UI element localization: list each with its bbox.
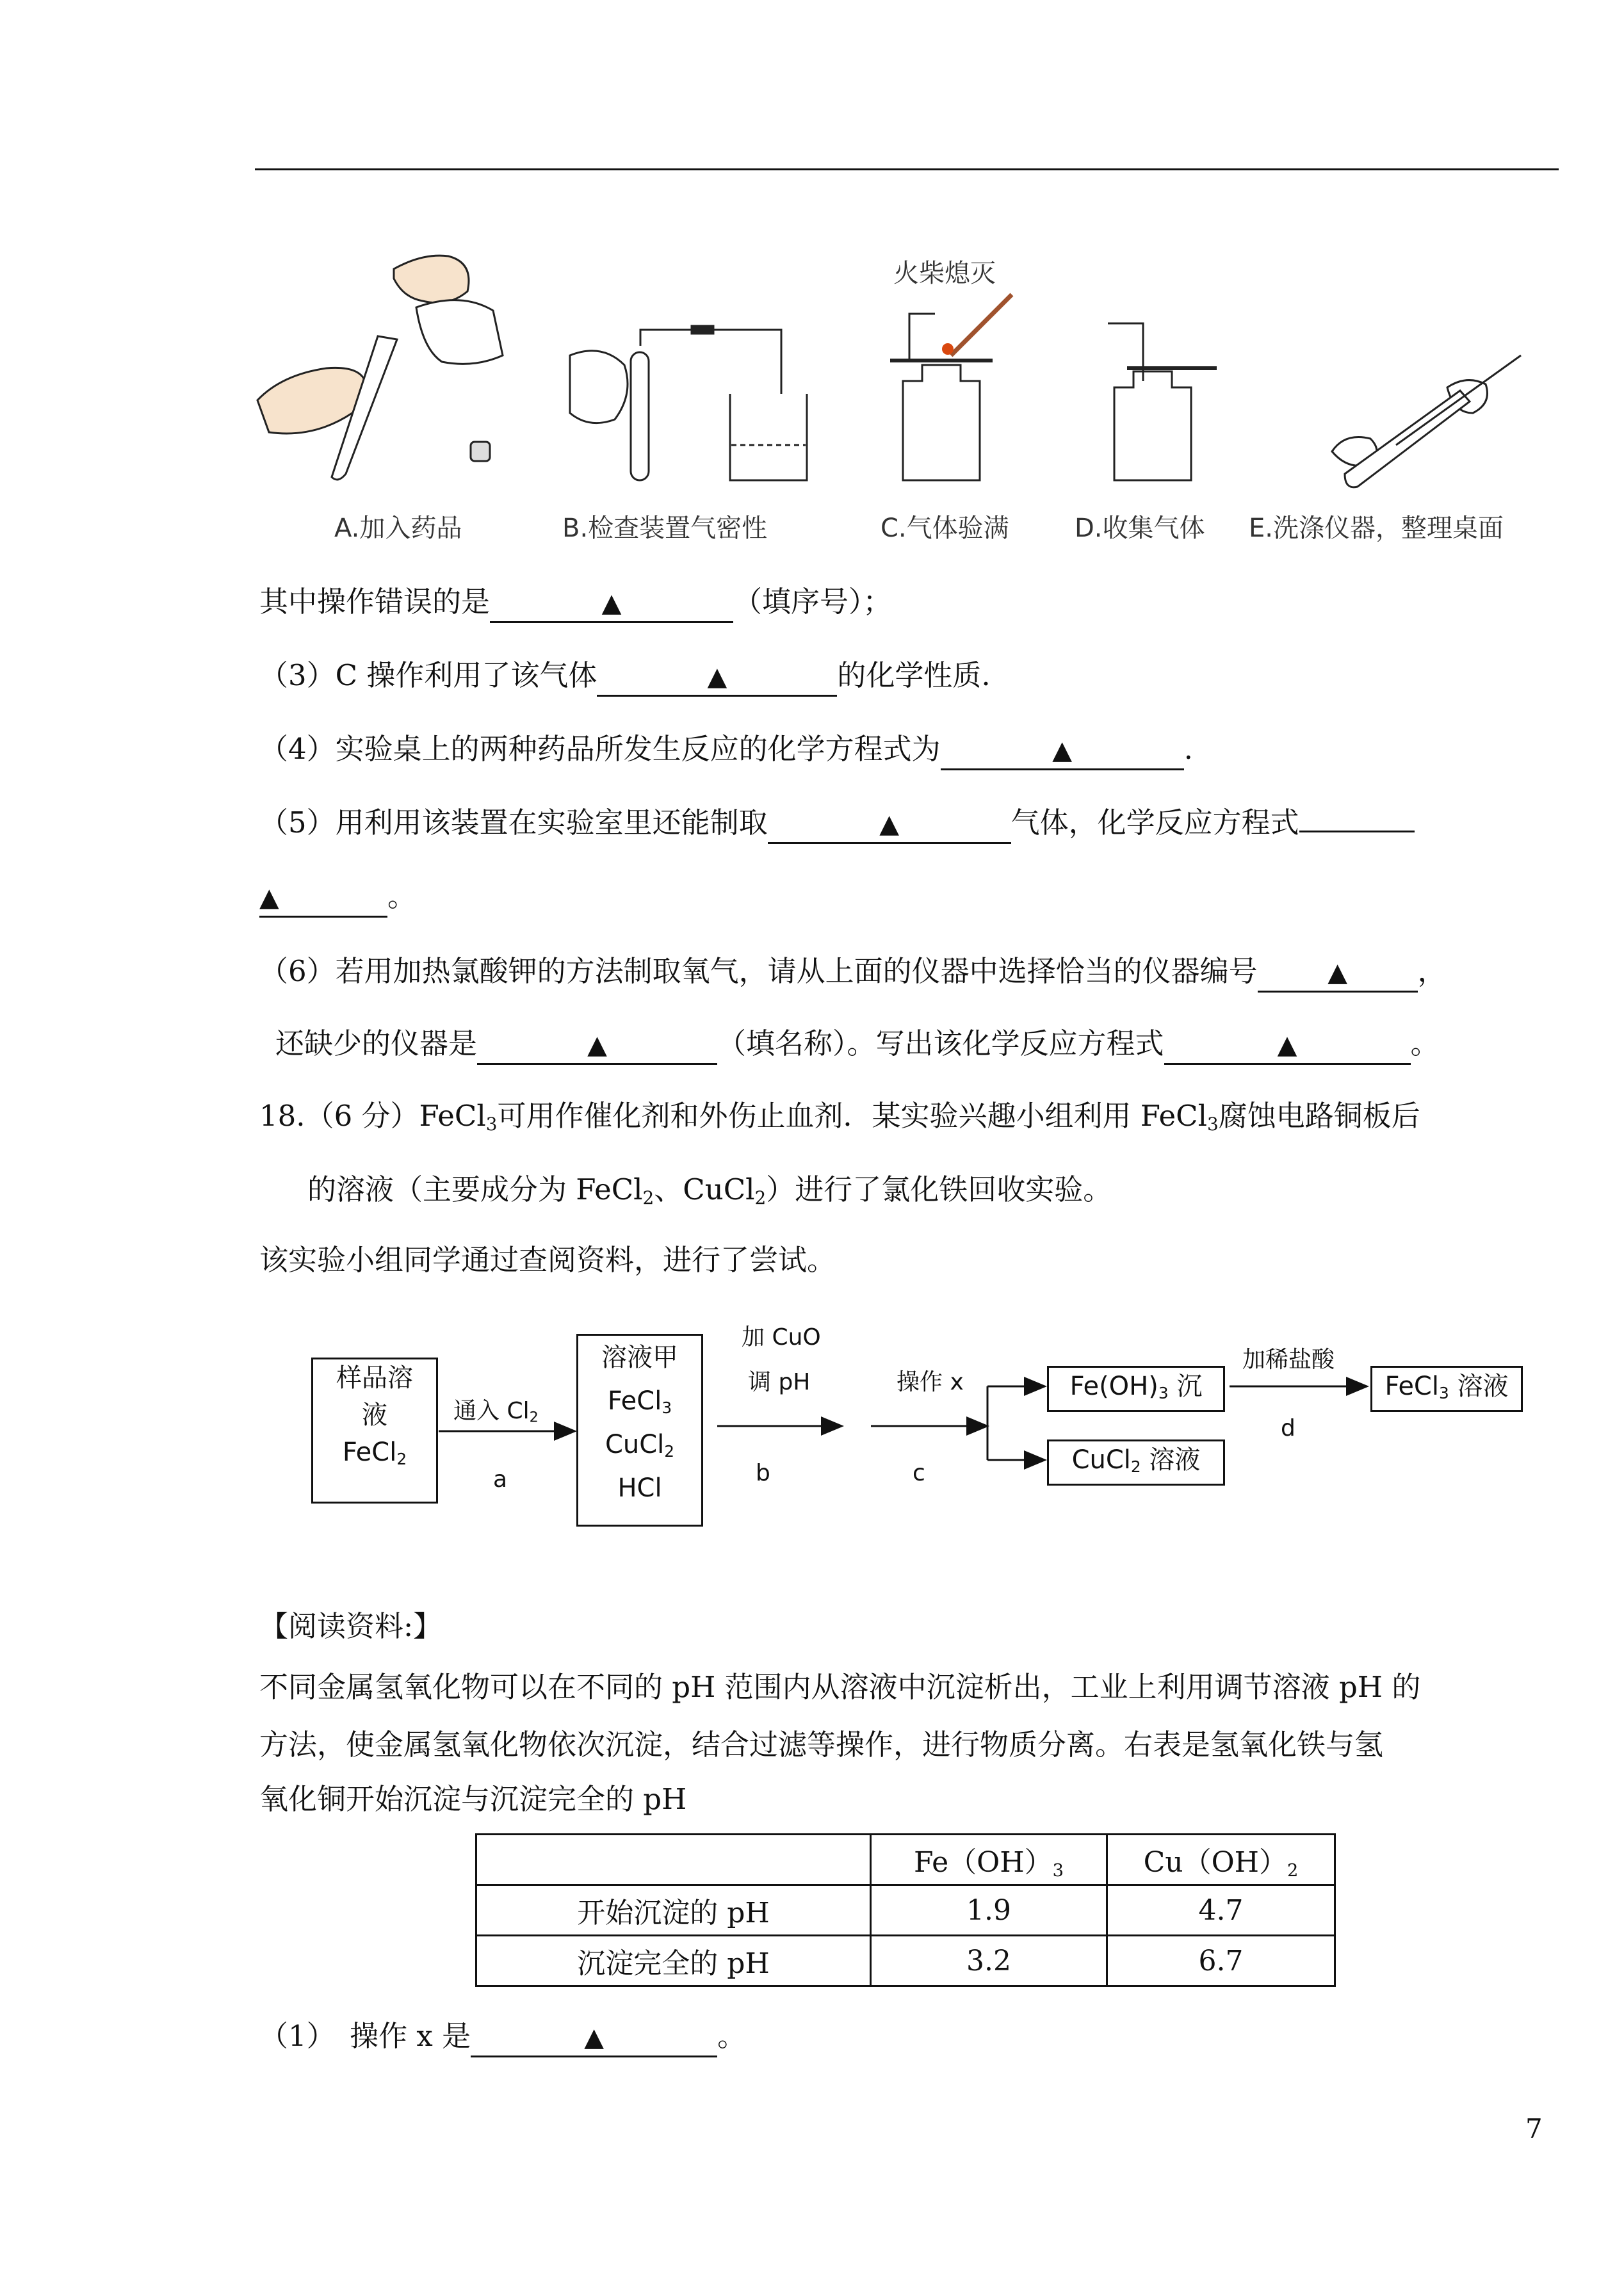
formula-text: CuCl xyxy=(605,1430,665,1459)
subscript: 2 xyxy=(1130,1457,1141,1477)
q18-text-d: 的溶液（主要成分为 FeCl xyxy=(307,1172,643,1206)
row-label: 沉淀完全的 pH xyxy=(476,1936,871,1986)
table-header-row xyxy=(476,1835,1335,1885)
formula-text: FeCl xyxy=(607,1386,662,1416)
caption-e: E.洗涤仪器，整理桌面 xyxy=(1249,514,1504,543)
solution-a-cucl2 xyxy=(578,1423,701,1466)
q3-suffix: 的化学性质. xyxy=(837,658,991,692)
subscript: 3 xyxy=(1052,1860,1064,1881)
q6b-prefix: 还缺少的仪器是 xyxy=(275,1026,478,1060)
table-row xyxy=(476,1936,1335,1986)
solution-word: 溶液 xyxy=(1449,1372,1509,1401)
match-label: 火柴熄灭 xyxy=(893,259,996,288)
q18-text-b: 可用作催化剂和外伤止血剂．某实验兴趣小组利用 FeCl xyxy=(497,1099,1207,1133)
test-tube-b xyxy=(631,352,649,480)
q18-line-3: 该实验小组同学通过查阅资料，进行了尝试。 xyxy=(259,1243,836,1277)
step-b-line-2: 调 pH xyxy=(748,1369,811,1395)
ph-table xyxy=(475,1833,1336,1987)
q4-suffix: . xyxy=(1183,732,1193,766)
sample-line-1: 样品溶 xyxy=(336,1363,413,1393)
formula-text: Fe(OH) xyxy=(1069,1372,1158,1401)
q5-middle: 气体，化学反应方程式 xyxy=(1011,806,1299,839)
flowchart-arrows xyxy=(307,1303,1550,1578)
hand-b xyxy=(570,351,628,423)
subscript: 3 xyxy=(1207,1113,1219,1135)
bottle-a xyxy=(416,300,503,364)
answer-blank-q6-missing[interactable] xyxy=(477,1026,717,1065)
connector-b xyxy=(692,326,713,334)
step-d-label: 加稀盐酸 xyxy=(1242,1347,1335,1373)
question-4-line xyxy=(259,730,1193,770)
row-label: 开始沉淀的 pH xyxy=(476,1885,871,1936)
answer-blank-q5-gas[interactable] xyxy=(768,805,1011,844)
caption-d: D.收集气体 xyxy=(1075,514,1205,543)
sample-solution-box xyxy=(311,1358,438,1504)
subscript: 2 xyxy=(664,1442,675,1461)
sample-formula xyxy=(313,1434,436,1471)
subscript: 3 xyxy=(1158,1384,1169,1403)
solution-word: 溶液 xyxy=(1141,1445,1201,1475)
question-6-line xyxy=(259,952,1447,993)
header-rule xyxy=(255,168,1559,170)
q5-suffix: 。 xyxy=(387,879,417,913)
blank-triangle: ▲ xyxy=(587,1030,607,1060)
q6-prefix: （6）若用加热氯酸钾的方法制取氧气，请从上面的仪器中选择恰当的仪器编号 xyxy=(259,954,1258,988)
q6b-middle: （填名称）。写出该化学反应方程式 xyxy=(717,1026,1164,1060)
q4-prefix: （4）实验桌上的两种药品所发生反应的化学方程式为 xyxy=(259,732,941,766)
process-flowchart xyxy=(307,1303,1550,1578)
caption-b: B.检查装置气密性 xyxy=(562,514,768,543)
question-5-line xyxy=(259,804,1415,844)
q18-text-c: 腐蚀电路铜板后 xyxy=(1218,1099,1420,1133)
header-text: Fe（OH） xyxy=(914,1846,1053,1879)
subscript: 2 xyxy=(642,1187,654,1208)
question-2-line xyxy=(259,583,892,623)
cell-fe: 3.2 xyxy=(871,1936,1107,1986)
q18-text-e: 、CuCl xyxy=(654,1172,755,1206)
reading-paragraph-2: 方法，使金属氢氧化物依次沉淀，结合过滤等操作，进行物质分离。右表是氢氧化铁与氢 xyxy=(259,1728,1384,1762)
bottle-d xyxy=(1114,371,1191,480)
sample-line-2: 液 xyxy=(362,1400,387,1430)
table-row xyxy=(476,1885,1335,1936)
subscript: 3 xyxy=(485,1113,498,1135)
blank-triangle: ▲ xyxy=(584,2023,604,2052)
q6b-suffix: 。 xyxy=(1410,1026,1440,1060)
brush-e xyxy=(1396,355,1521,445)
apparatus-figure xyxy=(256,253,1543,554)
subscript: 3 xyxy=(1438,1384,1449,1403)
solution-a-box xyxy=(576,1334,703,1527)
answer-blank-q5-equation-cont[interactable] xyxy=(259,879,387,918)
match-c xyxy=(951,295,1012,355)
q18-text-f: ）进行了氯化铁回收实验。 xyxy=(766,1172,1112,1206)
answer-blank-operation-x[interactable] xyxy=(471,2018,717,2057)
q18-text-a: 18.（6 分）FeCl xyxy=(259,1099,486,1133)
cell-fe: 1.9 xyxy=(871,1885,1107,1936)
reading-paragraph-1: 不同金属氢氧化物可以在不同的 pH 范围内从溶液中沉淀析出，工业上利用调节溶液 pH 的 xyxy=(259,1670,1421,1704)
answer-blank-q5-equation[interactable] xyxy=(1299,831,1415,832)
q18-1-prefix: （1） 操作 x 是 xyxy=(259,2019,471,2053)
answer-blank-q6-instruments[interactable] xyxy=(1258,953,1418,993)
solution-a-fecl3 xyxy=(578,1379,701,1423)
q18-subquestion-1 xyxy=(259,2017,746,2057)
step-b-letter: b xyxy=(756,1460,770,1486)
flame-c xyxy=(942,343,954,355)
q18-line-1 xyxy=(259,1097,1420,1135)
precipitate-box xyxy=(1047,1366,1225,1412)
step-a-text: 通入 Cl xyxy=(453,1398,530,1424)
table-header-feoh3 xyxy=(871,1835,1107,1885)
step-c-label: 操作 x xyxy=(897,1369,964,1395)
blank-triangle: ▲ xyxy=(259,883,279,912)
q18-line-2 xyxy=(307,1171,1112,1209)
cell-cu: 4.7 xyxy=(1107,1885,1335,1936)
step-a-label xyxy=(453,1393,539,1425)
question-6-continued xyxy=(275,1025,1440,1065)
header-text: Cu（OH） xyxy=(1143,1846,1288,1879)
subscript: 2 xyxy=(1287,1860,1299,1881)
blank-triangle: ▲ xyxy=(601,588,622,618)
answer-blank-q4[interactable] xyxy=(941,731,1184,770)
answer-blank-q3[interactable] xyxy=(597,658,837,697)
formula-text: CuCl xyxy=(1071,1445,1131,1475)
beaker-b xyxy=(730,394,807,480)
formula-text: FeCl xyxy=(1384,1372,1439,1401)
precipitate-word: 沉 xyxy=(1168,1372,1203,1401)
step-d-letter: d xyxy=(1281,1415,1295,1441)
cell-cu: 6.7 xyxy=(1107,1936,1335,1986)
tube-c xyxy=(909,314,935,362)
q5-prefix: （5）用利用该装置在实验室里还能制取 xyxy=(259,806,768,839)
table-header-cuoh2 xyxy=(1107,1835,1335,1885)
blank-triangle: ▲ xyxy=(707,662,727,692)
caption-c: C.气体验满 xyxy=(881,514,1009,543)
blank-triangle: ▲ xyxy=(1328,958,1348,987)
formula-text: FeCl xyxy=(342,1438,397,1467)
answer-blank-q2[interactable] xyxy=(490,584,733,623)
blank-triangle: ▲ xyxy=(879,809,900,839)
solution-a-title: 溶液甲 xyxy=(601,1343,678,1372)
caption-a: A.加入药品 xyxy=(334,514,462,543)
step-b-line-1: 加 CuO xyxy=(742,1324,821,1350)
fecl3-solution-box xyxy=(1370,1366,1523,1412)
subscript: 2 xyxy=(529,1409,539,1426)
subscript: 3 xyxy=(662,1399,672,1418)
table-corner-cell xyxy=(476,1835,871,1885)
answer-blank-q6-equation[interactable] xyxy=(1164,1026,1411,1065)
reading-paragraph-3: 氧化铜开始沉淀与沉淀完全的 pH xyxy=(259,1782,687,1816)
question-5-continued xyxy=(259,877,416,918)
q18-1-suffix: 。 xyxy=(717,2019,747,2053)
blank-triangle: ▲ xyxy=(1052,736,1073,765)
step-c-letter: c xyxy=(913,1460,925,1486)
subscript: 2 xyxy=(754,1187,767,1208)
page-number: 7 xyxy=(1525,2113,1543,2145)
solution-a-hcl: HCl xyxy=(617,1473,662,1503)
blank-triangle: ▲ xyxy=(1277,1030,1297,1060)
step-a-letter: a xyxy=(493,1466,508,1493)
question-3-line xyxy=(259,656,991,697)
q2-prefix: 其中操作错误的是 xyxy=(259,585,491,619)
bottle-c xyxy=(903,365,980,480)
stopper-a xyxy=(471,442,490,461)
q2-suffix: （填序号）； xyxy=(733,585,892,619)
reading-title: 【阅读资料:】 xyxy=(259,1609,443,1643)
q6-suffix: ， xyxy=(1417,954,1447,988)
q3-prefix: （3）C 操作利用了该气体 xyxy=(259,658,597,692)
hand-a-right xyxy=(394,255,469,303)
subscript: 2 xyxy=(396,1450,407,1469)
cucl2-solution-box xyxy=(1047,1439,1225,1486)
